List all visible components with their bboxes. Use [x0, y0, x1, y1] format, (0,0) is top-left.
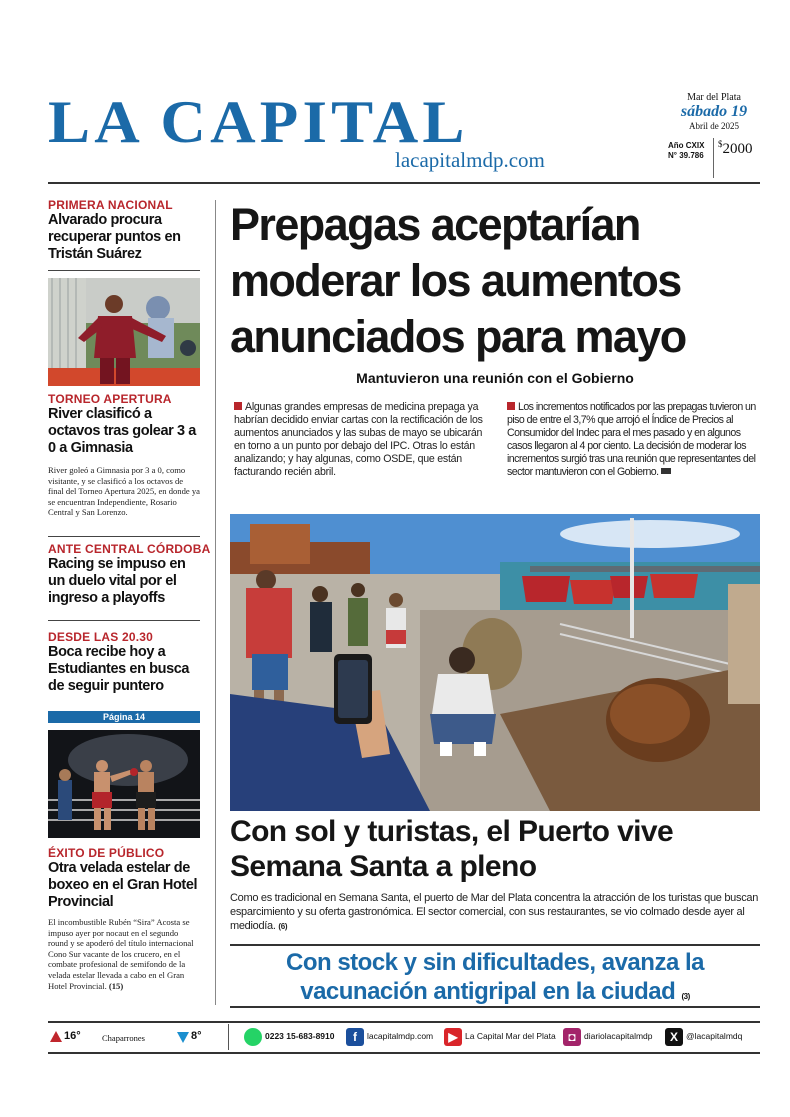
price-currency: $	[718, 139, 723, 149]
boxing-illustration	[48, 730, 200, 838]
brief-headline: Boca recibe hoy a Estudiantes en busca de seguir puntero	[48, 644, 190, 694]
photo-river-player[interactable]	[48, 278, 200, 386]
youtube-icon[interactable]: ▶	[444, 1028, 462, 1046]
price-divider	[713, 138, 714, 178]
brief-racing[interactable]	[48, 542, 211, 607]
whatsapp-number[interactable]: 0223 15-683-8910	[265, 1031, 335, 1041]
lead-summary-right	[507, 401, 759, 479]
price-value: 2000	[722, 141, 753, 157]
brief-separator	[48, 620, 200, 621]
bullet-square-icon	[234, 402, 242, 410]
brief-boxing[interactable]	[48, 846, 200, 991]
facebook-icon[interactable]: f	[346, 1028, 364, 1046]
second-headline[interactable]: Con sol y turistas, el Puerto vive Semana Santa a pleno	[230, 815, 674, 883]
brief-alvarado[interactable]	[48, 198, 200, 263]
page-pointer-icon	[661, 468, 671, 474]
port-scene-illustration	[230, 514, 760, 811]
site-url[interactable]: lacapitalmdp.com	[395, 148, 545, 172]
promo-rule-top	[230, 944, 760, 946]
promo-headline-text: Con stock y sin dificultades, avanza la vacunación antigripal en la ciudad	[286, 949, 704, 1005]
brief-kicker: ANTE CENTRAL CÓRDOBA	[48, 542, 211, 556]
temp-max: 16°	[64, 1030, 81, 1042]
promo-headline[interactable]	[230, 948, 760, 1011]
brief-kicker: TORNEO APERTURA	[48, 392, 172, 406]
brief-page-ref: (15)	[108, 980, 124, 991]
brief-headline: Otra velada estelar de boxeo en el Gran Hotel Provincial	[48, 860, 198, 910]
brief-body-text: El incombustible Rubén “Sira” Acosta se impuso ayer por nocaut en el segundo round y se apoderó del título internacional Cono Sur vacante de los crucero, en el combate profesional de semifondo de la velada estelar llevada a cabo en el Gran Hotel Provincial.	[48, 917, 194, 991]
edition-info	[668, 141, 704, 161]
brief-headline: Alvarado procura recuperar puntos en Tristán Suárez	[48, 212, 181, 262]
instagram-icon[interactable]: ◘	[563, 1028, 581, 1046]
brief-headline: River clasificó a octavos tras golear 3 a 0 a Gimnasia	[48, 406, 196, 456]
brief-body: River goleó a Gimnasia por 3 a 0, como visitante, y se clasificó a los octavos de final del Torneo Apertura 2025, en donde ya se encuentran Independiente, Rosario Central y San Lorenzo.	[48, 465, 200, 518]
issue-month-year: Abril de 2025	[689, 121, 739, 131]
whatsapp-icon[interactable]	[244, 1028, 262, 1046]
second-body	[230, 891, 760, 934]
issue-day: sábado 19	[680, 103, 748, 120]
x-icon[interactable]: X	[665, 1028, 683, 1046]
brief-river[interactable]	[48, 392, 200, 518]
footer-rule-top	[48, 1021, 760, 1023]
lead-headline[interactable]: Prepagas aceptarían moderar los aumentos anunciados para mayo	[230, 199, 686, 362]
footer-rule-bottom	[48, 1052, 760, 1054]
facebook-link[interactable]: lacapitalmdp.com	[367, 1031, 434, 1041]
temp-up-icon	[50, 1031, 62, 1042]
lead-subhead: Mantuvieron una reunión con el Gobierno	[356, 370, 634, 386]
city-label: Mar del Plata	[687, 92, 741, 103]
lead-summary-text: Algunas grandes empresas de medicina prepaga ya habrían decidido enviar cartas con la rectificación de los aumentos anunciados y las subas de mayo se ubicarán en torno a un punto por debajo del IPC. Otras lo están analizando; y hay algunas, como OSDE, que están facturando recién abril.	[234, 401, 483, 478]
brief-separator	[48, 270, 200, 271]
photo-boxing[interactable]	[48, 730, 200, 838]
promo-page-ref: (3)	[681, 992, 690, 1001]
edition-year: Año CXIX	[668, 141, 705, 150]
bullet-square-icon	[507, 402, 515, 410]
lead-summary-left	[234, 401, 494, 479]
youtube-link[interactable]: La Capital Mar del Plata	[465, 1031, 556, 1041]
brief-boca[interactable]	[48, 630, 200, 695]
x-link[interactable]: @lacapitalmdq	[686, 1031, 743, 1041]
brief-kicker: ÉXITO DE PÚBLICO	[48, 846, 165, 860]
lead-summary-text: Los incrementos notificados por las prepagas tuvieron un piso de entre el 3,7% que arrojó el Índice de Precios al Consumidor del Indec para el mes pasado y en algunos casos llegaron al 4 por ciento. La decisión de moderar los incrementos surgió tras una reunión que representantes del sector mantuvieron con el Gobierno.	[507, 401, 756, 478]
page-badge[interactable]: Página 14	[48, 711, 200, 723]
edition-number: N° 39.786	[668, 151, 704, 160]
brief-kicker: PRIMERA NACIONAL	[48, 198, 173, 212]
temp-down-icon	[177, 1032, 189, 1043]
brief-headline: Racing se impuso en un duelo vital por el ingreso a playoffs	[48, 556, 186, 606]
brief-kicker: DESDE LAS 20.30	[48, 630, 154, 644]
footer-divider	[228, 1024, 229, 1050]
photo-port-tourists[interactable]	[230, 514, 760, 811]
brief-separator	[48, 536, 200, 537]
second-body-text: Como es tradicional en Semana Santa, el puerto de Mar del Plata concentra la atracción de los turistas que buscan esparcimiento y su oferta gastronómica. El sector comercial, con sus restaurantes, se vio colmado desde ayer al mediodía.	[230, 892, 759, 932]
promo-rule-bottom	[230, 1006, 760, 1008]
cover-price	[718, 139, 753, 158]
river-player-illustration	[48, 278, 200, 386]
column-divider	[215, 200, 216, 1005]
second-page-ref: (6)	[278, 922, 288, 931]
masthead-rule	[48, 182, 760, 184]
instagram-link[interactable]: diariolacapitalmdp	[584, 1031, 653, 1041]
temp-min: 8°	[191, 1030, 202, 1042]
newspaper-logo: LA CAPITAL	[48, 89, 469, 155]
brief-body	[48, 917, 200, 991]
footer-bar	[48, 1024, 760, 1050]
forecast: Chaparrones	[102, 1033, 145, 1043]
